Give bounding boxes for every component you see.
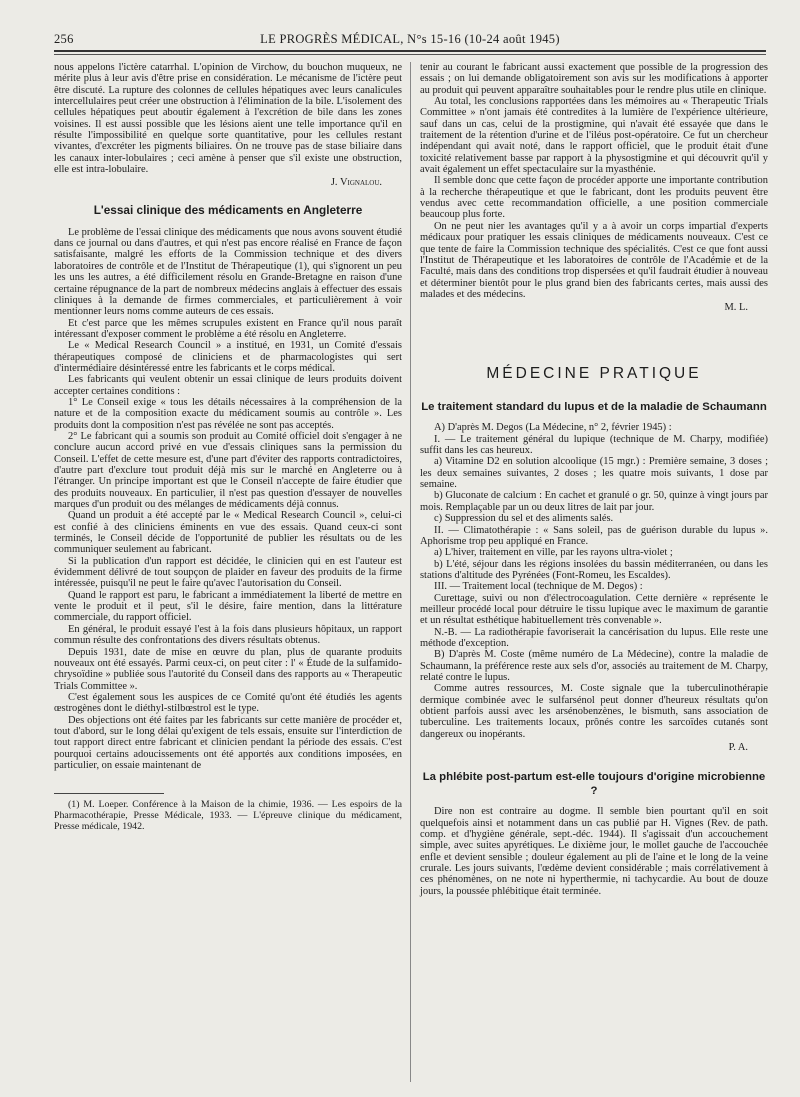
paragraph: En général, le produit essayé l'est à la fois dans plusieurs hôpitaux, un rapport commun résulte des confrontations des divers résultats obtenus. — [54, 623, 402, 647]
author-signature: P. A. — [728, 742, 748, 754]
paragraph: Des objections ont été faites par les fabricants sur cette manière de procéder et, tout d'abord, sur le long délai qu'exigent de tels essais, ensuite sur l'interdiction de tout rapport direct entre fabricant et clinicien pendant la période des essais. C'est pourquoi certains adoucissements ont été apportés aux conditions imposées, en particulier, on essaie maintenant de — [54, 714, 402, 771]
article-title-phlebite: La phlébite post-partum est-elle toujours d'origine microbienne ? — [422, 771, 766, 797]
list-line: I. — Le traitement général du lupique (technique de M. Charpy, modifiée) suffit dans les cas heureux. — [420, 433, 768, 457]
list-line: Curettage, suivi ou non d'électrocoagulation. Cette dernière « représente le meilleur procédé local pour détruire le tissu lupique avec le maximum de garantie et un résultat esthétique habituellement très convenable ». — [420, 592, 768, 627]
list-line: II. — Climatothérapie : « Sans soleil, pas de guérison durable du lupus ». Aphorisme trop peu appliqué en France. — [420, 524, 768, 547]
column-divider — [410, 62, 411, 1082]
author-signature: J. Vignalou. — [330, 177, 382, 189]
list-line: a) Vitamine D2 en solution alcoolique (15 mgr.) : Première semaine, 3 doses ; les deux semaines suivantes, 2 doses ; les quatre mois suivants, 1 dose par semaine. — [420, 456, 768, 491]
paragraph: Le « Medical Research Council » a institué, en 1931, un Comité d'essais thérapeutiques composé de cliniciens et de pharmacologistes qui sert d'intermédiaire désintéressé entre les fabricants et le corps médical. — [54, 340, 402, 374]
paragraph: Il semble donc que cette façon de procéder apporte une importante contribution à la recherche thérapeutique et que le fabricant, dont les produits peuvent être vendus avec cette recommandation officielle, a une position commerciale beaucoup plus forte. — [420, 175, 768, 221]
list-line: III. — Traitement local (technique de M. Degos) : — [434, 581, 643, 593]
article-title-lupus: Le traitement standard du lupus et de la maladie de Schaumann — [421, 400, 767, 413]
right-column — [420, 62, 768, 897]
paragraph: Depuis 1931, date de mise en œuvre du plan, plus de quarante produits nouveaux ont été essayés. Parmi ceux-ci, on peut citer : l' « Étude de la sulfamido-chrysoïdine » publiée sous l'autorité du Conseil dans des rapports au « Therapeutic Trials Committee ». — [54, 646, 402, 692]
paragraph: Quand un produit a été accepté par le « Medical Research Council », celui-ci est confié à des cliniciens éminents en vue des essais. Quand ceux-ci sont terminés, le Conseil décide de l'opportunité de publier les résultats ou de les communiquer seulement au fabricant. — [54, 510, 402, 556]
journal-title: LE PROGRÈS MÉDICAL, N°s 15-16 (10-24 août 1945) — [260, 32, 560, 46]
left-column — [54, 62, 402, 833]
paragraph: Et c'est parce que les mêmes scrupules existent en France qu'il nous paraît intéressant d'exposer comment le problème a été résolu en Angleterre. — [54, 317, 402, 340]
footnote: (1) M. Loeper. Conférence à la Maison de la chimie, 1936. — Les espoirs de la Pharmacothérapie, Presse Médicale, 1933. — L'épreuve clinique du médicament, Presse médicale, 1942. — [54, 799, 402, 832]
list-line: N.-B. — La radiothérapie favoriserait la cancérisation du lupus. Elle reste une méthode d'exception. — [420, 626, 768, 649]
paragraph: Le problème de l'essai clinique des médicaments que nous avons souvent étudié dans ce journal ou dans d'autres, et qui n'est pas encore réalisé en France de façon satisfaisante, malgré les efforts de la Commission technique et des divers laboratoires de contrôle et de l'Institut de Thérapeutique (1), qui s'ignorent un peu les uns les autres, a été difficilement résolu en Grande-Bretagne en raison d'une certaine répugnance de la part de nombreux médecins anglais à effectuer des essais cliniques à la demande de firmes commerciales, et particulièrement à voir mentionner leurs noms comme auteurs de ces essais. — [54, 226, 402, 318]
two-column-body — [54, 62, 766, 1092]
list-line: b) Gluconate de calcium : En cachet et granulé o gr. 50, quinze à vingt jours par mois. Remplaçable par un ou deux litres de lait par jour. — [420, 490, 768, 513]
page-number: 256 — [54, 32, 74, 46]
paragraph: Les fabricants qui veulent obtenir un essai clinique de leurs produits doivent accepter certaines conditions : — [54, 374, 402, 397]
paragraph: 1° Le Conseil exige « tous les détails nécessaires à la compréhension de la nature et de la composition exacte du médicament soumis au contrôle ». Les produits dont la composition n'est pas révélée ne sont pas acceptés. — [54, 396, 402, 431]
paragraph: Quand le rapport est paru, le fabricant a immédiatement la liberté de mettre en vente le produit et il peut, s'il le désire, faire mention, dans la littérature commerciale, du rapport officiel. — [54, 589, 402, 624]
article-title-essai-clinique: L'essai clinique des médicaments en Angleterre — [93, 202, 363, 217]
continued-paragraph: nous appelons l'ictère catarrhal. L'opinion de Virchow, du bouchon muqueux, ne mérite plus à leur avis d'être prise en considération. Le mécanisme de l'ictère peut être discuté. La rupture des colonnes de cellules hépatiques avec leurs canalicules intercellulaires peut créer une obstruction à l'élimination de la bile. L'isolement des cellules hépatiques peut aboutir également à l'excrétion de bile dans les zones voisines. Il est aussi possible que les lésions aient une telle importance qu'il en résulte l'impossibilité en quelque sorte quantitative, pour les cellules restant vivantes, d'excréter les pigments biliaires. On ne trouve pas de stase biliaire dans les canaux inter-lobulaires ; ceci amène à penser que s'il existe une obstruction, elle est intra-lobulaire. — [54, 62, 402, 176]
paragraph: Si la publication d'un rapport est décidée, le clinicien qui en est l'auteur est évidemment délivré de tout soupçon de plaider en faveur des produits de la firme intéressée, puisqu'il ne peut le faire qu'avec l'autorisation du Conseil. — [54, 555, 402, 590]
paragraph: C'est également sous les auspices de ce Comité qu'ont été étudiés les agents œstrogènes dont le diéthyl-stilbœstrol est le type. — [54, 691, 402, 715]
spacer — [420, 753, 768, 771]
paragraph: Au total, les conclusions rapportées dans les mémoires au « Therapeutic Trials Committee » n'ont jamais été contredites à la lumière de l'expérience ultérieure, sauf dans un cas, celui de la prostigmine, qui n'avait été essayée que dans le traitement de la rétention d'urine et de l'iléus post-opératoire. Ce fut un chercheur indépendant qui avait noté, dans le rapport officiel, que le produit était d'une toxicité relativement basse par rapport à la physostigmine et qui découvrit qu'il y avait également un effet spectaculaire sur la myasthénie. — [420, 96, 768, 176]
paragraph: 2° Le fabricant qui a soumis son produit au Comité officiel doit s'engager à ne conclure aucun accord privé en vue d'essais cliniques sans la permission du Conseil. L'effet de cette mesure est, d'une part d'éviter des rapports contradictoires, d'autre part d'exclure tout produit déjà mis sur le marché en Angleterre ou à l'étranger. Un principe important est que le Conseil n'accepte de faire étudier que des produits nouveaux. En particulier, il n'est pas question d'essayer de nouvelles marques d'un produit ou des mélanges de médicaments déjà connus. — [54, 430, 402, 511]
list-line: b) L'été, séjour dans les régions insolées du bassin méditerranéen, ou dans les stations d'altitude des Pyrénées (Font-Romeu, les Escaldes). — [420, 558, 768, 581]
list-line: A) D'après M. Degos (La Médecine, n° 2, février 1945) : — [434, 422, 672, 434]
header-rule-thin — [54, 54, 766, 55]
list-line: a) L'hiver, traitement en ville, par les rayons ultra-violet ; — [434, 547, 673, 559]
section-heading: MÉDECINE PRATIQUE — [486, 364, 702, 382]
continued-paragraph: tenir au courant le fabricant aussi exactement que possible de la progression des essais ; on lui demande obligatoirement son avis sur les modifications à apporter au produit qui peuvent apparaître souhaitables pour le rendre plus utile en clinique. — [420, 62, 768, 96]
paragraph: Dire non est contraire au dogme. Il semble bien pourtant qu'il en soit quelquefois ainsi et notamment dans un cas publié par H. Vignes (Rev. de path. comp. et d'hygiène générale, sept.-déc. 1944). Il s'agissait d'un accouchement simple, avec suites apyrétiques. Le dixième jour, le mollet gauche de l'accouchée enfle et devient sensible ; douleur également au pli de l'aine et le long de la veine crurale. Les jours suivants, l'œdème devient considérable ; mais corrélativement à ces phénomènes, on ne note ni hyperthermie, ni tachycardie. Au bout de douze jours, la poussée phlébitique était terminée. — [420, 806, 768, 897]
list-line: Comme autres ressources, M. Coste signale que la tuberculinothérapie dermique combinée avec le sulfarsénol peut donner d'heureux résultats qu'on obtient parfois aussi avec les arsénobenzènes, le bismuth, sans association de tuberculine. Les traitements locaux, prônés contre les sarcoïdes cutanés sont dangereux ou inopérants. — [420, 683, 768, 740]
footnote-rule — [54, 793, 164, 794]
list-line: B) D'après M. Coste (même numéro de La Médecine), contre la maladie de Schaumann, la préférence reste aux sels d'or, associés au traitement de M. Charpy, relaté contre le lupus. — [420, 649, 768, 683]
paragraph: On ne peut nier les avantages qu'il y a à avoir un corps impartial d'experts médicaux pour pratiquer les essais cliniques de médicaments nouveaux. C'est ce que tente de faire la Commission technique des spécialités. C'est ce que font aussi l'Institut de Thérapeutique et les laboratoires de contrôle de l'Académie et de la Faculté, mais dans des conditions trop dispersées et qu'il faudrait étudier à nouveau et déterminer bientôt pour le plus grand bien des fabricants certes, mais aussi des malades et des médecins. — [420, 220, 768, 300]
author-signature: M. L. — [724, 302, 748, 314]
header-rule — [54, 50, 766, 52]
list-line: c) Suppression du sel et des aliments salés. — [434, 513, 614, 525]
